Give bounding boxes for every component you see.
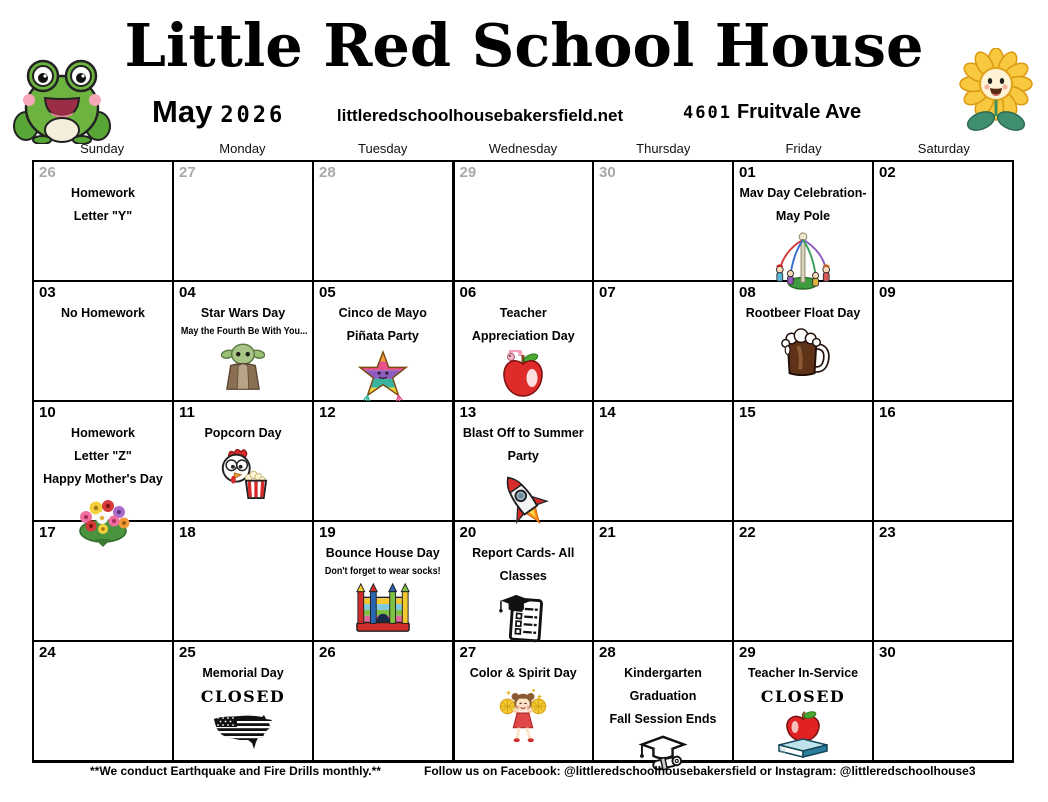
weekday-tuesday: Tuesday <box>358 141 408 156</box>
day-number: 29 <box>459 164 477 181</box>
event-text: Star Wars Day <box>200 306 286 320</box>
calendar-week-row <box>33 161 1013 281</box>
weekday-sunday: Sunday <box>80 141 125 156</box>
day-number: 09 <box>879 284 896 301</box>
day-number: 26 <box>39 164 56 181</box>
sunflower-mascot-icon <box>950 48 1042 140</box>
day-number: 08 <box>739 284 756 301</box>
calendar-cell-29 <box>733 641 873 762</box>
day-number: 17 <box>39 524 56 541</box>
calendar-cell-11 <box>173 401 313 521</box>
event-text: Classes <box>499 569 547 584</box>
day-number: 28 <box>599 644 616 661</box>
cheerleader-icon <box>455 687 593 747</box>
rocket-icon <box>455 470 593 528</box>
day-number: 15 <box>739 404 756 421</box>
weekday-header-row <box>32 141 1014 156</box>
usa-flag-map-icon <box>174 711 312 751</box>
calendar-cell-17 <box>33 521 173 641</box>
event-text: Mav Day Celebration- <box>739 186 867 200</box>
rootbeer-icon <box>734 327 872 377</box>
weekday-thursday: Thursday <box>636 141 691 156</box>
event-text: Homework <box>71 426 135 440</box>
day-number: 30 <box>599 164 616 181</box>
month-label: May <box>152 94 213 129</box>
day-number: 12 <box>319 404 336 421</box>
weekday-monday: Monday <box>219 141 266 156</box>
event-text: No Homework <box>60 306 146 320</box>
day-number: 23 <box>879 524 896 541</box>
bounce-house-icon <box>314 580 452 636</box>
calendar-cell-01 <box>733 161 873 281</box>
weekday-wednesday: Wednesday <box>488 141 558 156</box>
calendar-cell-14 <box>593 401 733 521</box>
day-number: 13 <box>459 404 477 421</box>
calendar-cell-27 <box>453 641 593 762</box>
page-title: Little Red School House <box>124 11 924 80</box>
apple-worm-icon <box>455 350 593 400</box>
calendar-cell-07 <box>593 281 733 401</box>
calendar-cell-25 <box>173 641 313 762</box>
closed-label: CLOSED <box>200 687 286 707</box>
calendar-cell-10 <box>33 401 173 521</box>
event-text: Fall Session Ends <box>609 712 717 727</box>
day-number: 30 <box>879 644 896 661</box>
day-number: 24 <box>39 644 56 661</box>
day-number: 11 <box>179 404 195 421</box>
calendar-cell-21 <box>593 521 733 641</box>
event-text: Kindergarten <box>624 666 702 680</box>
calendar-week-row <box>33 641 1013 762</box>
day-number: 21 <box>599 524 616 541</box>
social-note: Follow us on Facebook: @littleredschoolhousebakersfield or Instagram: @littleredschoolhouse3 <box>424 764 976 778</box>
day-number: 01 <box>739 164 756 181</box>
calendar-cell-23 <box>873 521 1013 641</box>
event-text: May Pole <box>775 209 831 224</box>
calendar-cell-20 <box>453 521 593 641</box>
event-text: Teacher <box>499 306 547 320</box>
day-number: 29 <box>739 644 756 661</box>
event-text: Piñata Party <box>346 329 419 344</box>
day-number: 04 <box>179 284 196 301</box>
day-number: 07 <box>599 284 616 301</box>
calendar-week-row <box>33 401 1013 521</box>
apple-book-icon <box>734 711 872 761</box>
calendar-cell-24 <box>33 641 173 762</box>
website-link: littleredschoolhousebakersfield.net <box>336 106 624 125</box>
day-number: 05 <box>319 284 336 301</box>
day-number: 20 <box>459 524 477 541</box>
event-text: Teacher In-Service <box>747 666 859 680</box>
event-text: Bounce House Day <box>325 546 440 560</box>
calendar-cell-29 <box>453 161 593 281</box>
drills-note: **We conduct Earthquake and Fire Drills monthly.** <box>90 764 381 778</box>
event-text: Blast Off to Summer <box>462 426 584 440</box>
event-text: Popcorn Day <box>204 426 282 440</box>
calendar-cell-30 <box>593 161 733 281</box>
event-subtext: May the Fourth Be With You... <box>180 326 308 338</box>
calendar-cell-16 <box>873 401 1013 521</box>
event-text: Letter "Y" <box>73 209 133 224</box>
calendar-week-row <box>33 521 1013 641</box>
calendar-grid <box>32 160 1014 763</box>
address-street: Fruitvale Ave <box>736 101 862 123</box>
calendar-cell-27 <box>173 161 313 281</box>
calendar-week-row <box>33 281 1013 401</box>
event-text: Homework <box>71 186 135 200</box>
calendar-cell-03 <box>33 281 173 401</box>
calendar-cell-30 <box>873 641 1013 762</box>
calendar-cell-26 <box>313 641 453 762</box>
calendar-cell-12 <box>313 401 453 521</box>
day-number: 22 <box>739 524 756 541</box>
event-text: Report Cards- All <box>472 546 575 560</box>
event-subtext: Don't forget to wear socks! <box>324 566 441 578</box>
day-number: 28 <box>319 164 336 181</box>
calendar-cell-28 <box>593 641 733 762</box>
event-text: Appreciation Day <box>471 329 575 344</box>
calendar-cell-28 <box>313 161 453 281</box>
calendar-cell-18 <box>173 521 313 641</box>
event-text: Party <box>507 449 539 464</box>
day-number: 27 <box>459 644 477 661</box>
month-year-label <box>152 94 285 130</box>
day-number: 18 <box>179 524 196 541</box>
event-text: Color & Spirit Day <box>469 666 577 680</box>
popcorn-chicken-icon <box>174 447 312 499</box>
calendar-cell-26 <box>33 161 173 281</box>
day-number: 06 <box>459 284 477 301</box>
closed-label: CLOSED <box>760 687 846 707</box>
calendar-cell-06 <box>453 281 593 401</box>
calendar-cell-02 <box>873 161 1013 281</box>
day-number: 02 <box>879 164 896 181</box>
event-text: Graduation <box>629 689 697 704</box>
event-text: Cinco de Mayo <box>338 306 427 320</box>
calendar-cell-08 <box>733 281 873 401</box>
calendar-cell-05 <box>313 281 453 401</box>
calendar-cell-04 <box>173 281 313 401</box>
yoda-icon <box>174 340 312 392</box>
day-number: 16 <box>879 404 896 421</box>
day-number: 10 <box>39 404 56 421</box>
address <box>683 101 861 124</box>
event-text: Letter "Z" <box>74 449 132 464</box>
year-label: 2026 <box>220 103 286 128</box>
weekday-saturday: Saturday <box>917 141 970 156</box>
event-text: Happy Mother's Day <box>43 472 163 487</box>
day-number: 26 <box>319 644 336 661</box>
day-number: 14 <box>599 404 616 421</box>
weekday-friday: Friday <box>785 141 822 156</box>
calendar-cell-13 <box>453 401 593 521</box>
pinata-icon <box>314 350 452 404</box>
day-number: 19 <box>319 524 336 541</box>
calendar-cell-19 <box>313 521 453 641</box>
calendar-cell-09 <box>873 281 1013 401</box>
event-text: Memorial Day <box>202 666 284 680</box>
event-text: Rootbeer Float Day <box>745 306 861 320</box>
day-number: 25 <box>179 644 196 661</box>
day-number: 03 <box>39 284 56 301</box>
report-card-icon <box>455 590 593 644</box>
calendar-cell-15 <box>733 401 873 521</box>
calendar-cell-22 <box>733 521 873 641</box>
address-number: 4601 <box>683 103 732 123</box>
day-number: 27 <box>179 164 196 181</box>
